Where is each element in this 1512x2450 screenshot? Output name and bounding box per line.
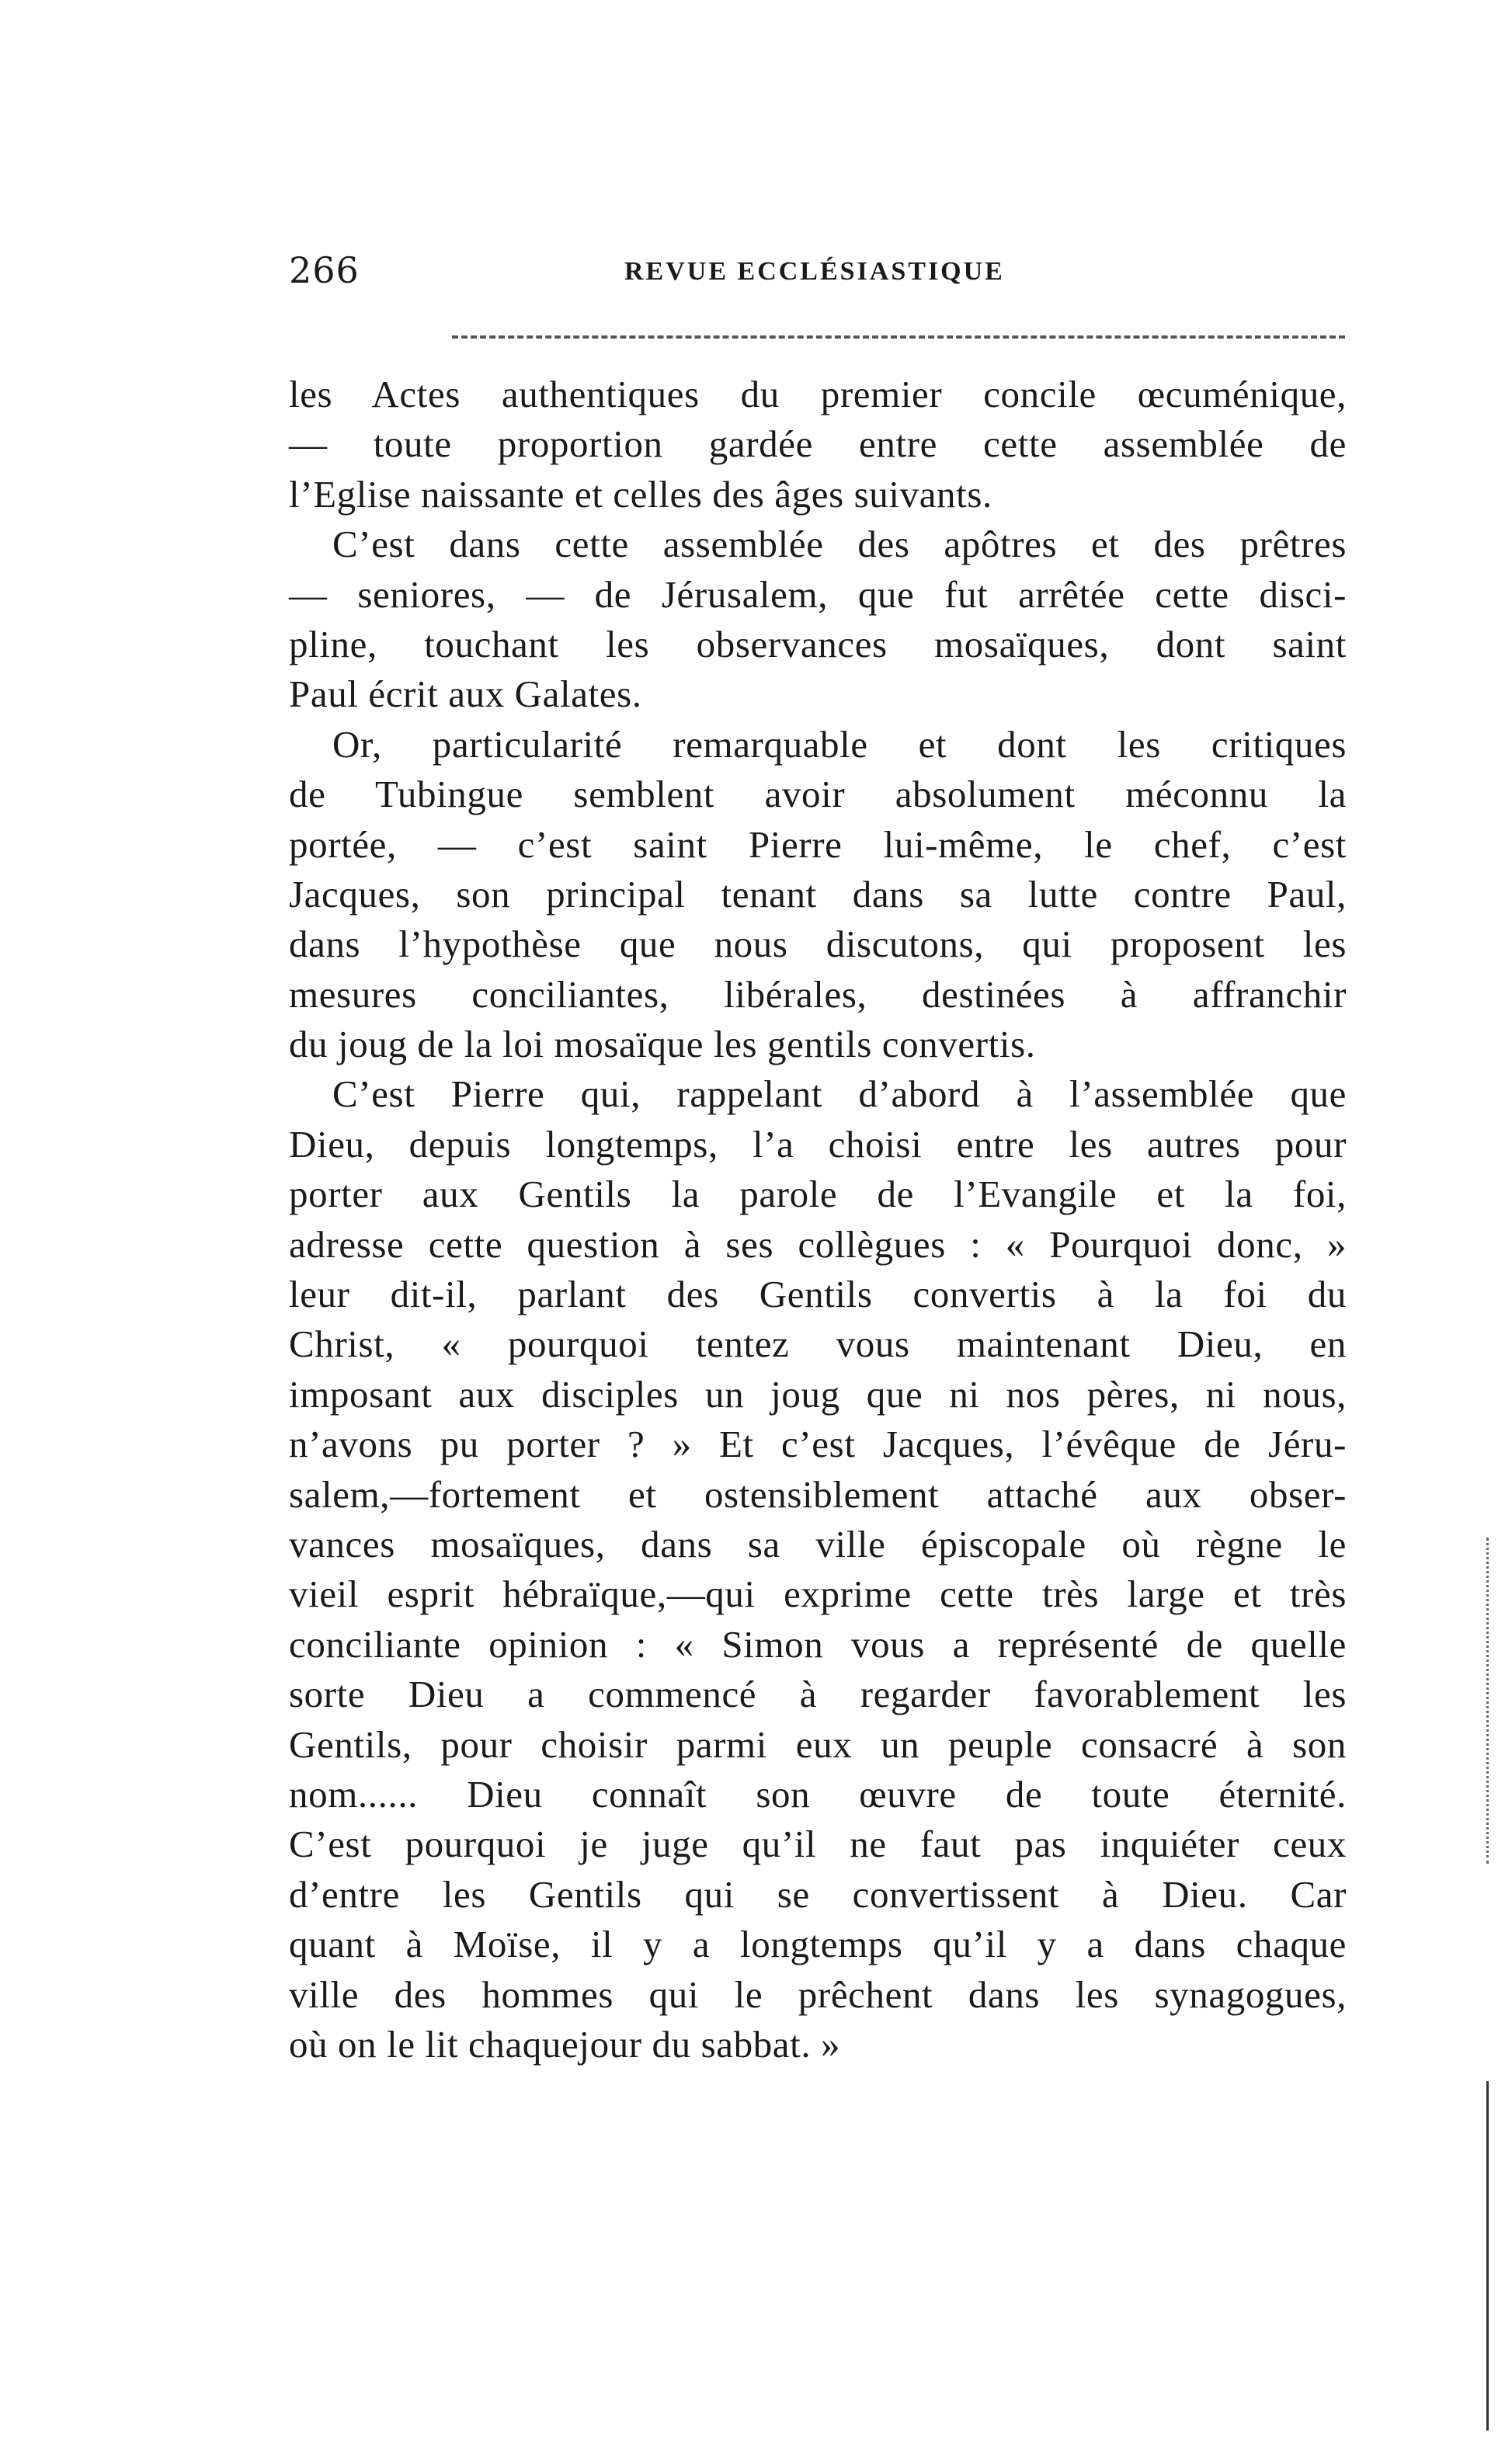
text-line: ville des hommes qui le prêchent dans les synagogues, [289,1972,1347,2016]
header-rule [452,335,1345,339]
text-line: imposant aux disciples un joug que ni nos pères, ni nous, [289,1372,1347,1416]
text-line: C’est pourquoi je juge qu’il ne faut pas inquiéter ceux [289,1823,1347,1866]
text-line: conciliante opinion : « Simon vous a représenté de quelle [289,1622,1347,1666]
text-line: salem,—fortement et ostensiblement attaché aux obser- [289,1472,1347,1516]
text-line: les Actes authentiques du premier concile œcuménique, [289,373,1347,415]
text-line: quant à Moïse, il y a longtemps qu’il y a dans chaque [289,1923,1347,1966]
text-line: Dieu, depuis longtemps, l’a choisi entre les autres pour [289,1122,1347,1166]
text-line: nom...... Dieu connaît son œuvre de toute éternité. [289,1772,1347,1816]
text-line: porter aux Gentils la parole de l’Evangile et la foi, [289,1173,1347,1216]
text-line: l’Eglise naissante et celles des âges suivants. [289,472,992,516]
text-line: C’est dans cette assemblée des apôtres et des prêtres [332,523,1347,566]
text-line: Christ, « pourquoi tentez vous maintenant Dieu, en [289,1322,1347,1366]
margin-scan-rule [1486,1538,1489,1864]
text-line: pline, touchant les observances mosaïques, dont saint [289,622,1347,665]
text-line: où on le lit chaquejour du sabbat. » [289,2022,841,2066]
text-line: Paul écrit aux Galates. [289,672,642,716]
text-line: de Tubingue semblent avoir absolument méconnu la [289,773,1347,816]
running-title: REVUE ECCLÉSIASTIQUE [624,257,1005,286]
running-head [289,247,1345,294]
text-line: sorte Dieu a commencé à regarder favorablement les [289,1673,1347,1716]
text-line: n’avons pu porter ? » Et c’est Jacques, l’évêque de Jéru- [289,1423,1347,1466]
text-line: leur dit-il, parlant des Gentils convertis à la foi du [289,1273,1347,1316]
text-line: du joug de la loi mosaïque les gentils convertis. [289,1023,1036,1066]
text-line: vances mosaïques, dans sa ville épiscopale où règne le [289,1522,1347,1566]
text-line: portée, — c’est saint Pierre lui-même, le chef, c’est [289,822,1347,866]
text-line: adresse cette question à ses collègues : « Pourquoi donc, » [289,1222,1347,1266]
text-line: Jacques, son principal tenant dans sa lutte contre Paul, [289,872,1347,916]
text-line: vieil esprit hébraïque,—qui exprime cette très large et très [289,1573,1347,1616]
text-line: C’est Pierre qui, rappelant d’abord à l’assemblée que [332,1072,1347,1116]
page-number: 266 [289,249,360,291]
margin-scan-rule [1486,2081,1489,2431]
text-line: — toute proportion gardée entre cette assemblée de [289,422,1347,466]
text-line: Or, particularité remarquable et dont les critiques [332,722,1347,766]
text-line: — seniores, — de Jérusalem, que fut arrêtée cette disci- [289,572,1347,616]
body-text [289,370,1347,2069]
text-line: Gentils, pour choisir parmi eux un peuple consacré à son [289,1722,1347,1766]
text-line: dans l’hypothèse que nous discutons, qui proposent les [289,923,1347,966]
text-line: mesures conciliantes, libérales, destinées à affranchir [289,972,1347,1016]
text-line: d’entre les Gentils qui se convertissent à Dieu. Car [289,1872,1347,1916]
